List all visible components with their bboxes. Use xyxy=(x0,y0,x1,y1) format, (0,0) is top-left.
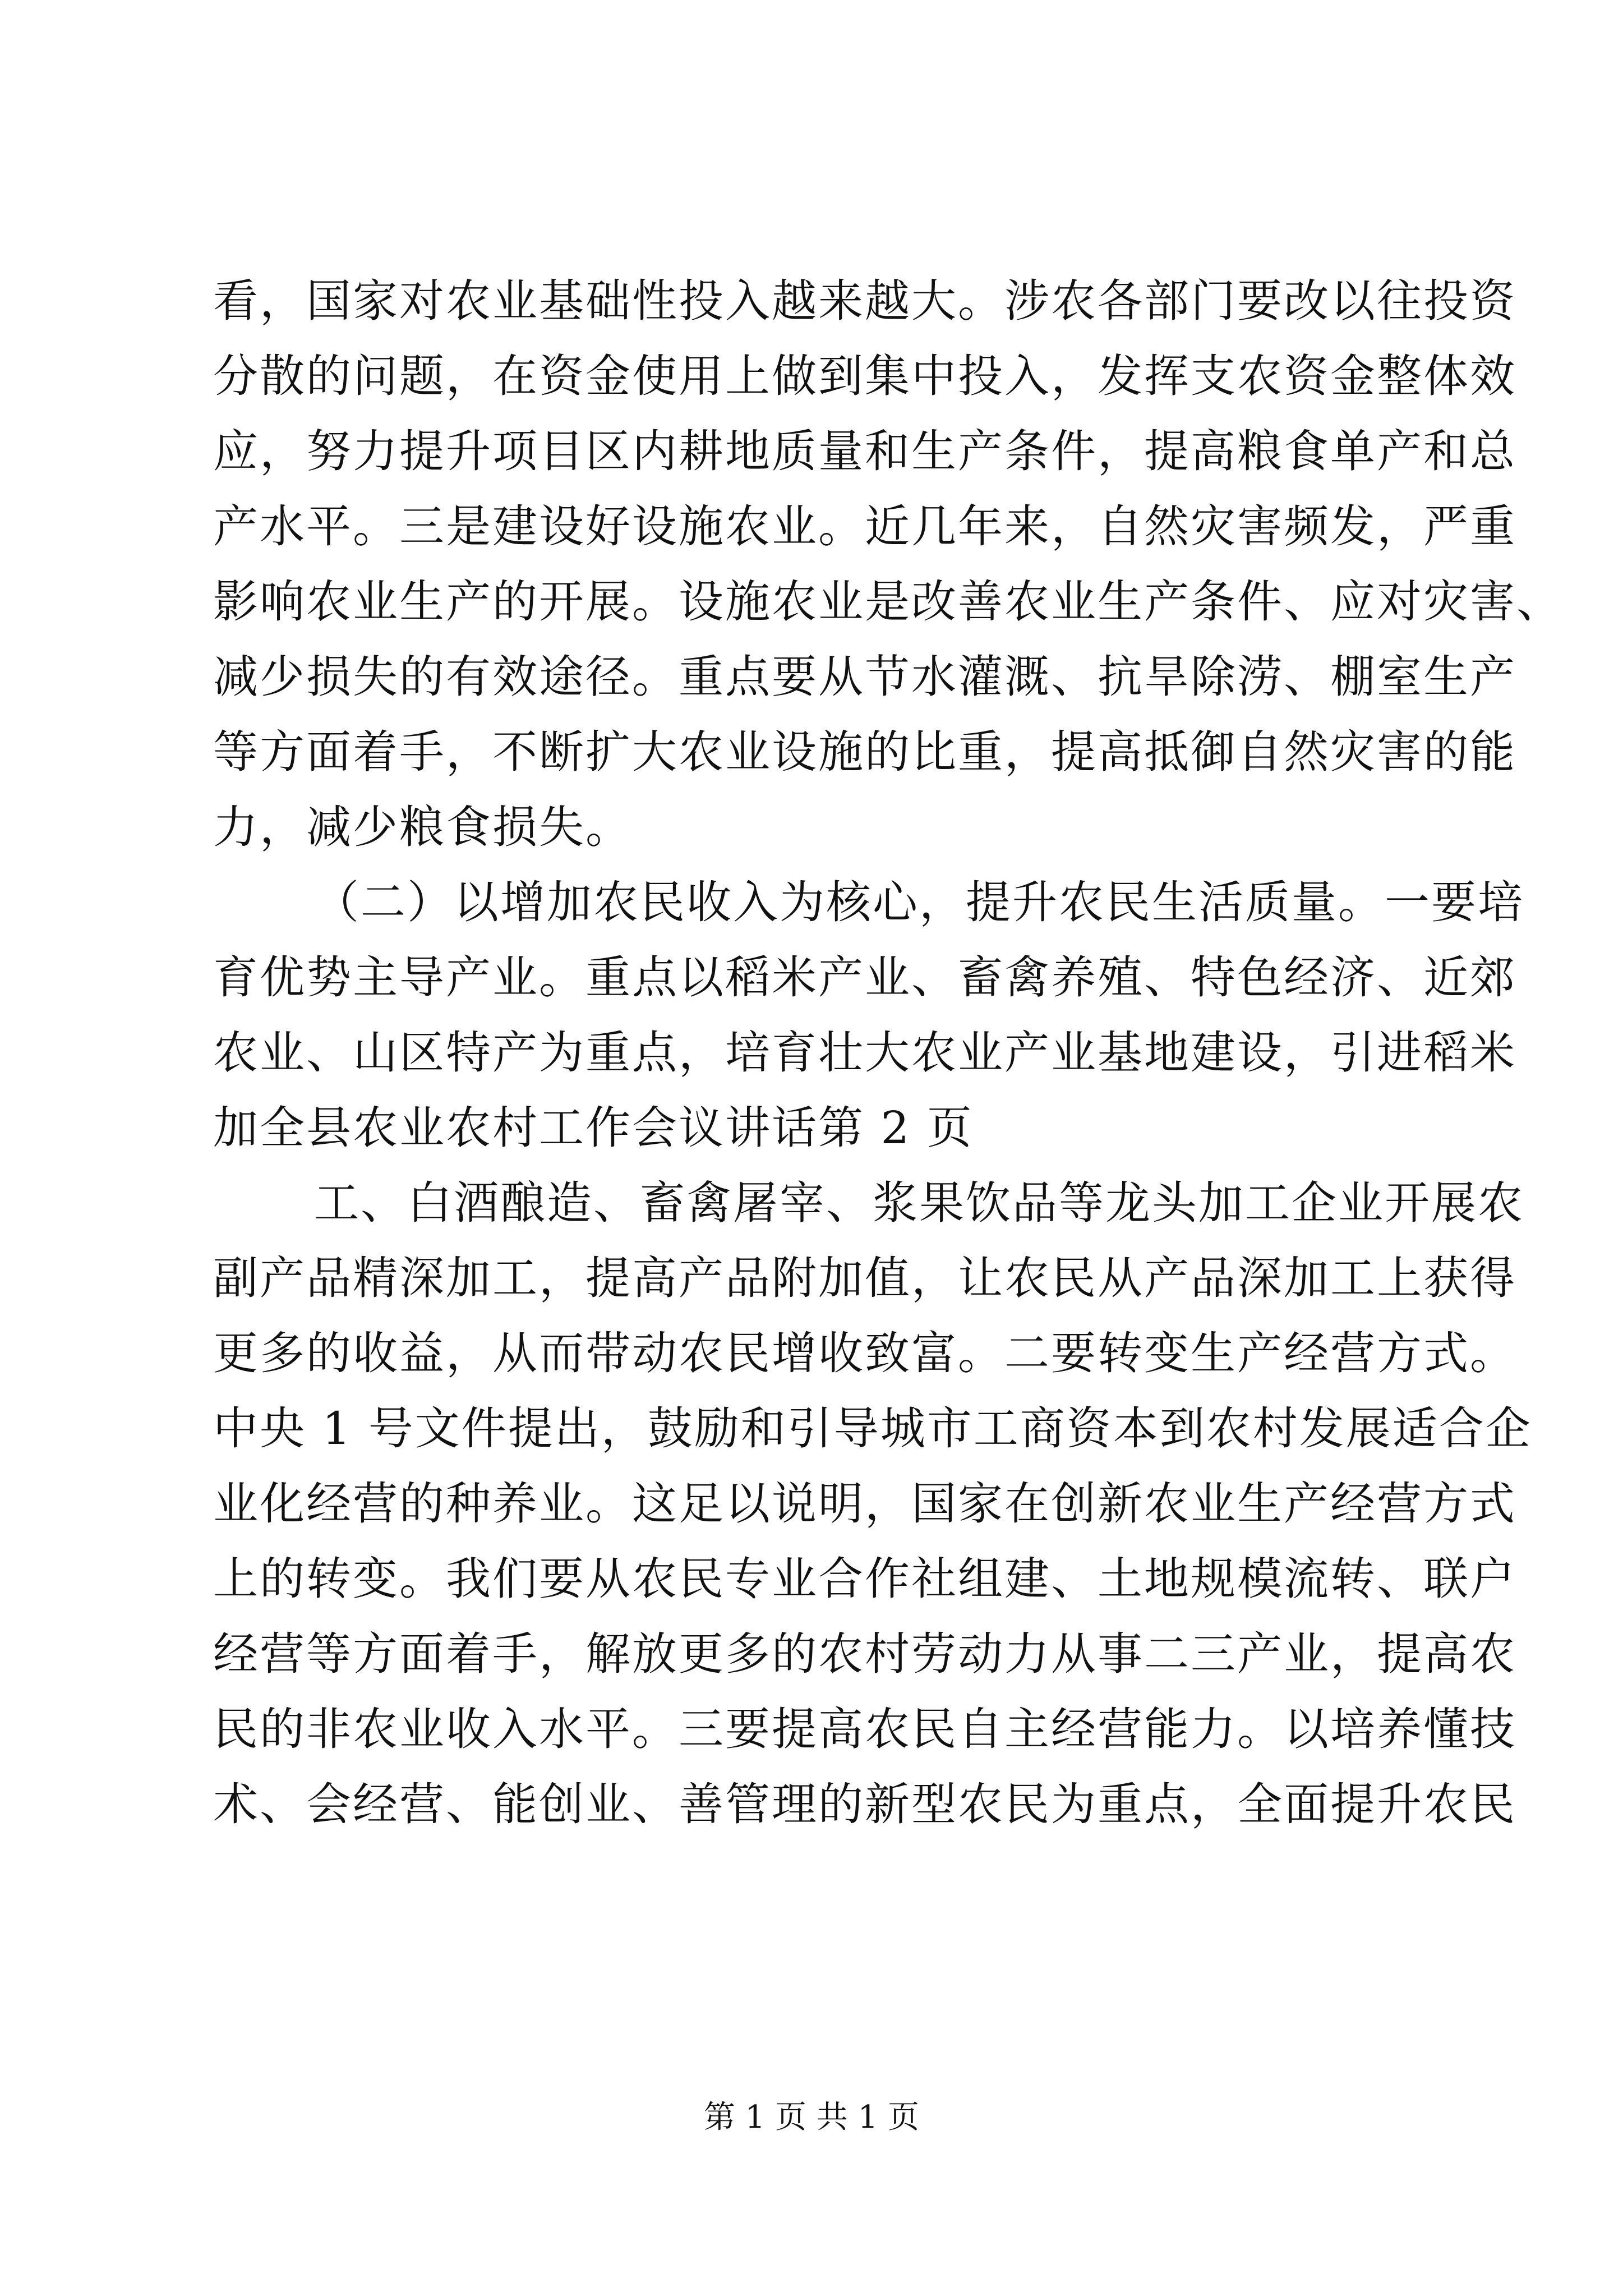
text-line: 应，努力提升项目区内耕地质量和生产条件，提高粮食单产和总 xyxy=(213,425,1516,477)
text-line: 影响农业生产的开展。设施农业是改善农业生产条件、应对灾害、 xyxy=(213,576,1563,628)
text-line: （二）以增加农民收入为核心，提升农民生活质量。一要培 xyxy=(314,876,1524,928)
text-line: 副产品精深加工，提高产品附加值，让农民从产品深加工上获得 xyxy=(213,1252,1516,1304)
text-line: 术、会经营、能创业、善管理的新型农民为重点，全面提升农民 xyxy=(213,1778,1516,1830)
text-line: 业化经营的种养业。这足以说明，国家在创新农业生产经营方式 xyxy=(213,1478,1516,1530)
text-line: 农业、山区特产为重点，培育壮大农业产业基地建设，引进稻米 xyxy=(213,1027,1516,1079)
text-line: 力，减少粮食损失。 xyxy=(213,801,632,853)
text-line: 中央 1 号文件提出，鼓励和引导城市工商资本到农村发展适合企 xyxy=(213,1402,1532,1455)
text-line: 加全县农业农村工作会议讲话第 2 页 xyxy=(213,1102,974,1154)
text-line: 工、白酒酿造、畜禽屠宰、浆果饮品等龙头加工企业开展农 xyxy=(314,1177,1524,1229)
text-line: 看，国家对农业基础性投入越来越大。涉农各部门要改以往投资 xyxy=(213,275,1516,327)
text-line: 民的非农业收入水平。三要提高农民自主经营能力。以培养懂技 xyxy=(213,1703,1516,1755)
page-footer: 第 1 页 共 1 页 xyxy=(703,2099,920,2136)
text-line: 减少损失的有效途径。重点要从节水灌溉、抗旱除涝、棚室生产 xyxy=(213,651,1516,703)
text-line: 更多的收益，从而带动农民增收致富。二要转变生产经营方式。 xyxy=(213,1327,1516,1379)
document-body xyxy=(213,264,1563,1842)
text-line: 经营等方面着手，解放更多的农村劳动力从事二三产业，提高农 xyxy=(213,1628,1516,1680)
text-line: 上的转变。我们要从农民专业合作社组建、土地规模流转、联户 xyxy=(213,1553,1516,1605)
text-line: 产水平。三是建设好设施农业。近几年来，自然灾害频发，严重 xyxy=(213,500,1516,553)
text-line: 分散的问题，在资金使用上做到集中投入，发挥支农资金整体效 xyxy=(213,350,1516,402)
text-line: 等方面着手，不断扩大农业设施的比重，提高抵御自然灾害的能 xyxy=(213,726,1516,778)
text-line: 育优势主导产业。重点以稻米产业、畜禽养殖、特色经济、近郊 xyxy=(213,951,1516,1004)
